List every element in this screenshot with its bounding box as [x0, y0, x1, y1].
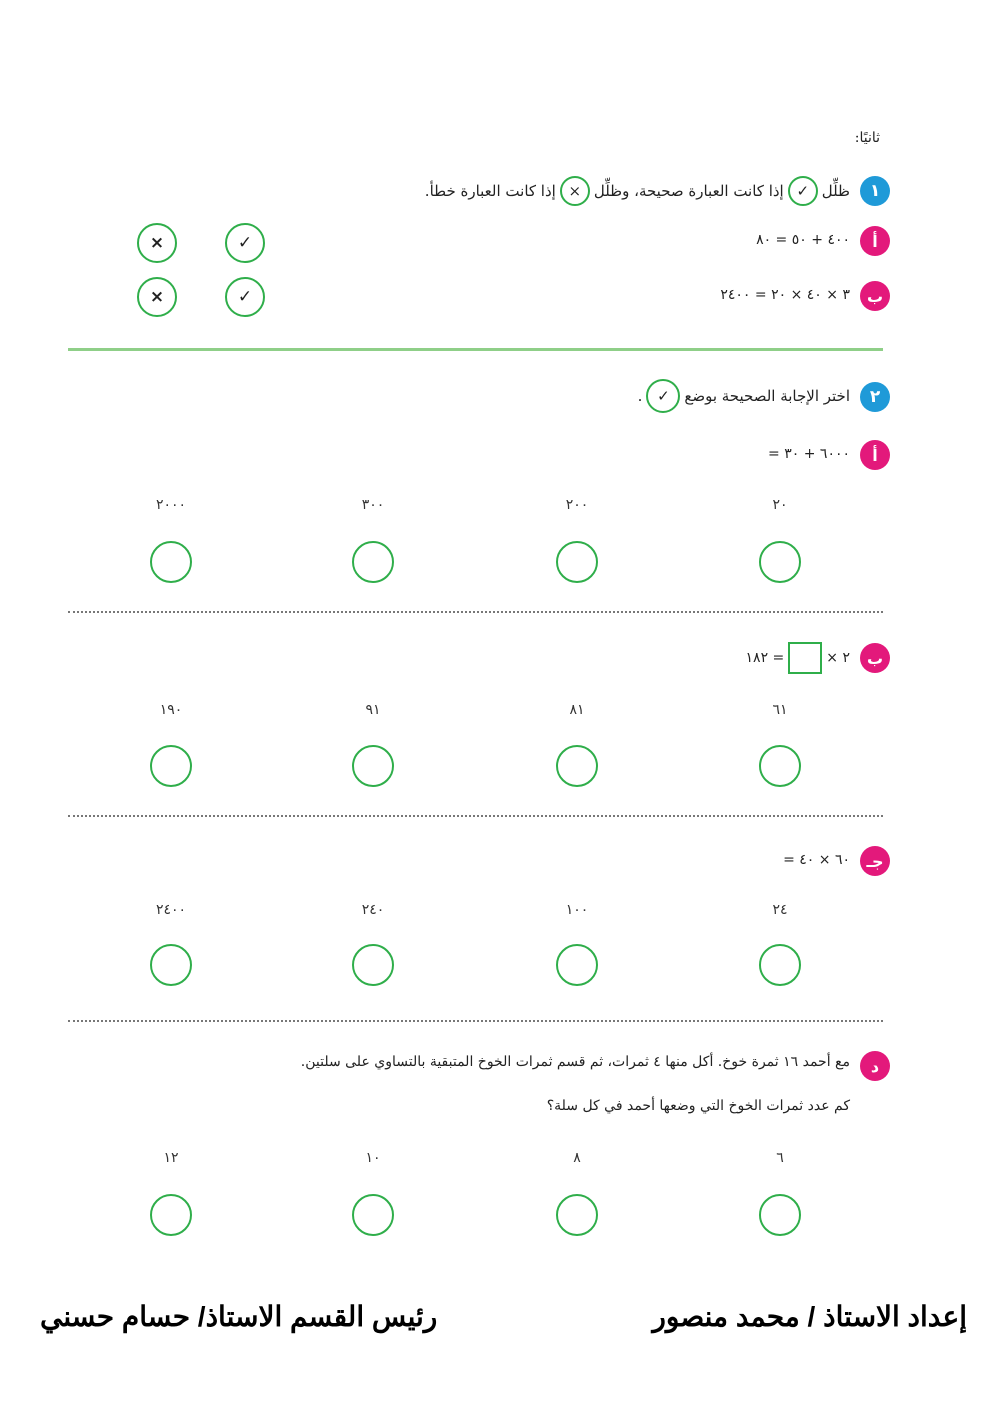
- q2-d-choice-3-circle[interactable]: [352, 1194, 394, 1236]
- q2-a-choice-4-label: ٢٠٠٠: [155, 497, 187, 513]
- q1-item-b-expression: ٣ × ٤٠ × ٢٠ = ٢٤٠٠: [720, 287, 850, 303]
- q2-part-b-badge: ب: [860, 643, 890, 673]
- check-icon: ✓: [646, 379, 680, 413]
- section-divider: [68, 348, 883, 351]
- q1-text-part2: إذا كانت العبارة صحيحة، وظلِّل: [593, 182, 784, 200]
- q2-d-choice-4-label: ١٢: [163, 1150, 179, 1166]
- q2-c-choice-2-circle[interactable]: [556, 944, 598, 986]
- q1-item-a-cross-option[interactable]: ×: [137, 223, 177, 263]
- section-title: ثانيًا:: [854, 130, 880, 146]
- cross-icon: ×: [560, 176, 590, 206]
- q2-b-choice-3-label: ٩١: [365, 702, 381, 718]
- q1-item-a-badge: أ: [860, 226, 890, 256]
- q2-part-d-badge: د: [860, 1051, 890, 1081]
- q2-b-choice-1-circle[interactable]: [759, 745, 801, 787]
- q2-c-choice-3-label: ٢٤٠: [361, 902, 385, 918]
- q2-c-choice-2-label: ١٠٠: [565, 902, 589, 918]
- q2-part-c-expression: ٦٠ × ٤٠ =: [783, 852, 850, 868]
- q2-d-choice-4-circle[interactable]: [150, 1194, 192, 1236]
- q1-text-part3: إذا كانت العبارة خطأ.: [424, 182, 556, 200]
- question-1-instruction: [425, 176, 850, 206]
- q1-item-a-check-option[interactable]: ✓: [225, 223, 265, 263]
- q2-c-choice-3-circle[interactable]: [352, 944, 394, 986]
- q2-b-choice-4-label: ١٩٠: [159, 702, 183, 718]
- q2-period: .: [637, 387, 643, 405]
- q2-d-choice-3-label: ١٠: [365, 1150, 381, 1166]
- q2-c-choice-1-label: ٢٤: [772, 902, 788, 918]
- q1-item-b-cross-option[interactable]: ×: [137, 277, 177, 317]
- q2-d-choice-1-label: ٦: [776, 1150, 784, 1166]
- q2-b-choice-2-label: ٨١: [569, 702, 585, 718]
- q2-a-choice-3-label: ٣٠٠: [361, 497, 385, 513]
- q2-c-choice-4-circle[interactable]: [150, 944, 192, 986]
- q2-a-choice-4-circle[interactable]: [150, 541, 192, 583]
- question-2-instruction: [638, 380, 850, 412]
- q2-b-choice-1-label: ٦١: [772, 702, 788, 718]
- answer-box[interactable]: [788, 642, 822, 674]
- check-icon: ✓: [788, 176, 818, 206]
- dotted-divider: [68, 815, 883, 817]
- q2-d-choice-2-label: ٨: [573, 1150, 581, 1166]
- dotted-divider: [68, 1020, 883, 1022]
- q2-d-choice-1-circle[interactable]: [759, 1194, 801, 1236]
- q2-b-choice-2-circle[interactable]: [556, 745, 598, 787]
- q2-a-choice-3-circle[interactable]: [352, 541, 394, 583]
- question-2-badge: ٢: [860, 382, 890, 412]
- q2-part-d-line-2: كم عدد ثمرات الخوخ التي وضعها أحمد في كل سلة؟: [546, 1098, 850, 1114]
- q2-part-b-expression: [746, 639, 850, 677]
- dotted-divider: [68, 611, 883, 613]
- q2-c-choice-4-label: ٢٤٠٠: [155, 902, 187, 918]
- q2-c-choice-1-circle[interactable]: [759, 944, 801, 986]
- q2-b-expression-right: = ١٨٢: [745, 650, 785, 666]
- q2-text: اختر الإجابة الصحيحة بوضع: [684, 387, 850, 405]
- q2-a-choice-1-label: ٢٠: [772, 497, 788, 513]
- q2-part-d-line-1: مع أحمد ١٦ ثمرة خوخ. أكل منها ٤ ثمرات، ثم قسم ثمرات الخوخ المتبقية بالتساوي على سلتين.: [300, 1054, 850, 1070]
- q2-b-choice-4-circle[interactable]: [150, 745, 192, 787]
- question-1-badge: ١: [860, 176, 890, 206]
- q2-part-a-expression: ٦٠٠٠ + ٣٠ =: [768, 446, 850, 462]
- q1-item-a-expression: ٤٠٠ + ٥٠ = ٨٠: [756, 232, 850, 248]
- q2-b-choice-3-circle[interactable]: [352, 745, 394, 787]
- q2-part-a-badge: أ: [860, 440, 890, 470]
- footer-prepared-by: إعداد الاستاذ / محمد منصور: [652, 1301, 967, 1332]
- q1-text-part1: ظلِّل: [821, 182, 850, 200]
- q2-d-choice-2-circle[interactable]: [556, 1194, 598, 1236]
- q1-item-b-badge: ب: [860, 281, 890, 311]
- footer-department-head: رئيس القسم الاستاذ/ حسام حسني: [40, 1301, 438, 1332]
- q2-a-choice-2-circle[interactable]: [556, 541, 598, 583]
- q2-part-c-badge: جـ: [860, 846, 890, 876]
- q1-item-b-check-option[interactable]: ✓: [225, 277, 265, 317]
- q2-b-expression-left: ٢ ×: [826, 650, 850, 666]
- q2-a-choice-2-label: ٢٠٠: [565, 497, 589, 513]
- q2-a-choice-1-circle[interactable]: [759, 541, 801, 583]
